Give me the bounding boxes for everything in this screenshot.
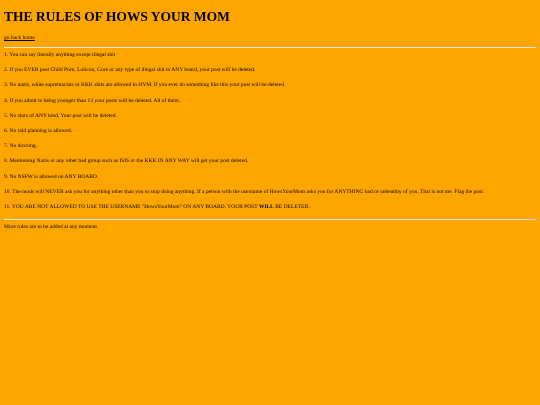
rule-11-text-end: BE DELETED.: [273, 203, 310, 210]
rule-item-11: [4, 204, 536, 211]
rule-item: 8. Mentioning Nazis or any other bad group such as ISIS or the KKK IN ANY WAY will get your post deleted.: [4, 158, 249, 165]
top-divider: [4, 47, 536, 48]
rule-item: 1. You can say literally anything except illegal shit: [4, 52, 116, 58]
rule-item: 5. No slurs of ANY kind. Your post will be deleted.: [4, 112, 117, 119]
rules-list: [4, 52, 536, 211]
go-back-home-link[interactable]: go back home: [4, 35, 35, 41]
rule-item: 4. If you admit to being younger than 13 your posts will be deleted. All of them.: [4, 97, 181, 104]
rule-11-text-start: 11. YOU ARE NOT ALLOWED TO USE THE USERNAME "HowsYourMom" ON ANY BOARD. YOUR POST: [4, 203, 259, 210]
footer-note: More rules are to be added at any moment.: [4, 224, 99, 231]
rule-item: 7. No doxxing.: [4, 143, 37, 150]
rule-item: 10. The mods will NEVER ask you for anything other than you to stop doing anything. If a person with the username of HowsYourMom asks you for ANYTHING bad or unhealthy of you. That is not me. Flag the post.: [4, 188, 485, 195]
page-title: THE RULES OF HOWS YOUR MOM: [4, 9, 230, 24]
rule-item: 6. No raid planning is allowed.: [4, 127, 72, 134]
rule-item: 9. No NSFW is allowed on ANY BOARD.: [4, 173, 99, 180]
rule-11-bold-word: WILL: [258, 203, 274, 210]
rule-item: 3. No nazis, white supremacists or KKK shits are allowed in HYM. If you ever do something like this your post will be deleted.: [4, 82, 286, 89]
rule-item: 2. If you EVER post Child Porn, Lolicon, Gore or any type of illegal shit to ANY board, your post will be deleted.: [4, 67, 256, 74]
bottom-divider: [4, 219, 536, 220]
